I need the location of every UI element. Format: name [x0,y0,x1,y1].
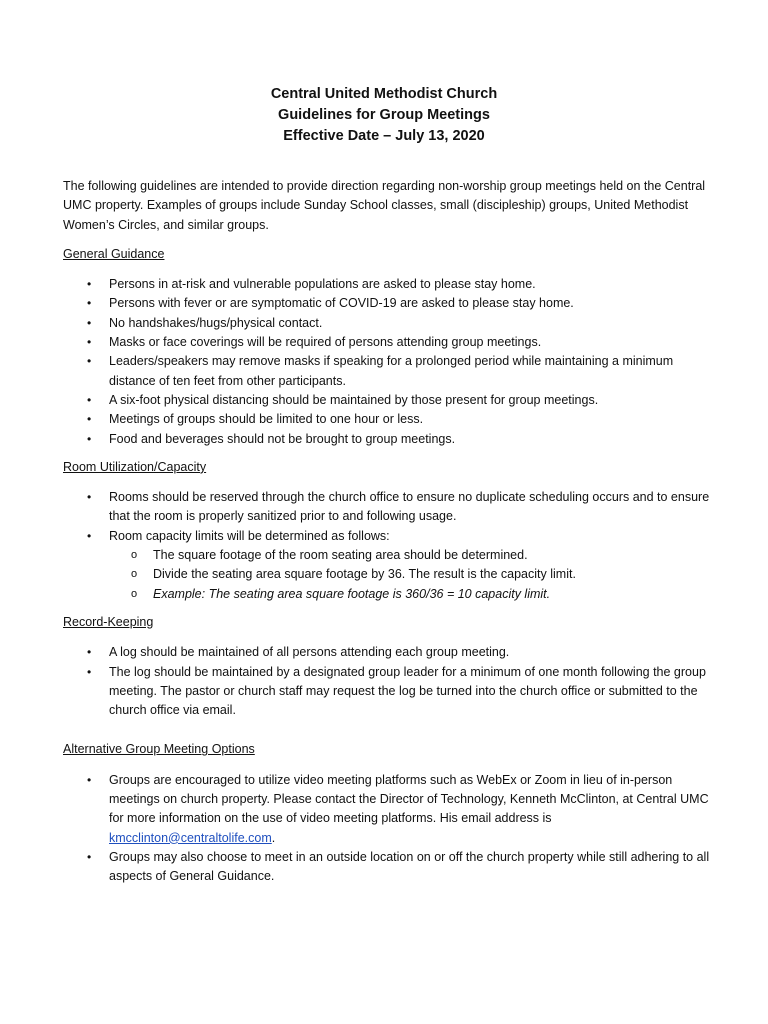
circle-bullet-icon: o [131,568,138,581]
section-heading-room-utilization: Room Utilization/Capacity [63,459,207,474]
list-item-text: Persons in at-risk and vulnerable populations are asked to please stay home. [109,277,536,292]
list-item-text: No handshakes/hugs/physical contact. [109,315,323,330]
list-item [63,848,713,887]
list-item-text: A log should be maintained of all persons attending each group meeting. [109,645,510,660]
bullet-icon: • [87,772,92,787]
bullet-icon: • [87,296,92,311]
bullet-icon: • [87,315,92,330]
list-item-text-end: . [271,830,276,845]
bullet-icon: • [87,490,92,505]
intro-paragraph: The following guidelines are intended to provide direction regarding non-worship group meetings held on the Central UMC property. Examples of groups include Sunday School classes, small (discipleship) groups, United Methodist Women’s Circles, and similar groups. [63,179,706,232]
sub-list-item [109,565,713,584]
bullet-icon: • [87,664,92,679]
email-link[interactable]: kmcclinton@centraltolife.com [109,830,272,845]
bullet-icon: • [87,431,92,446]
room-utilization-list [63,488,713,604]
list-item-text: The log should be maintained by a designated group leader for a minimum of one month following the group meeting. The pastor or church staff may request the log be turned into the church office or submitted to the church office via email. [109,664,706,718]
document-title-block [0,84,768,147]
sub-list-item-text: The square footage of the room seating area should be determined. [153,548,528,563]
sub-list-item-example: Example: The seating area square footage is 360/36 = 10 capacity limit. [153,586,551,601]
list-item [63,410,713,429]
general-guidance-list [63,275,713,449]
list-item [63,314,713,333]
list-item [63,771,713,848]
list-item [63,333,713,352]
bullet-icon: • [87,392,92,407]
section-heading-record-keeping: Record-Keeping [63,614,154,629]
list-item [63,488,713,527]
bullet-icon: • [87,412,92,427]
document-subtitle: Guidelines for Group Meetings [278,107,490,123]
list-item-text: Meetings of groups should be limited to one hour or less. [109,412,424,427]
list-item-text: A six-foot physical distancing should be maintained by those present for group meetings. [109,392,599,407]
list-item [63,352,713,391]
sub-list-item [109,546,713,565]
list-item-text: Groups are encouraged to utilize video meeting platforms such as WebEx or Zoom in lieu of in-person meetings on church property. Please contact the Director of Technology, Kenneth McClinton, at Central UMC for more information on the use of video meeting platforms. His email address is [109,772,709,826]
alternative-options-list [63,771,713,887]
record-keeping-list [63,643,713,720]
list-item-text: Groups may also choose to meet in an outside location on or off the church property while still adhering to all aspects of General Guidance. [109,849,710,884]
document-title: Central United Methodist Church [270,86,498,102]
list-item [63,430,713,449]
list-item [63,294,713,313]
circle-bullet-icon: o [131,587,138,600]
section-spacer [63,729,713,740]
list-item-text: Rooms should be reserved through the church office to ensure no duplicate scheduling occurs and to ensure that the room is properly sanitized prior to and following usage. [109,490,710,524]
list-item-text: Food and beverages should not be brought to group meetings. [109,431,456,446]
document-body [63,177,713,896]
list-item [63,527,713,604]
section-heading-general-guidance: General Guidance [63,246,165,261]
circle-bullet-icon: o [131,549,138,562]
bullet-icon: • [87,645,92,660]
effective-date: Effective Date – July 13, 2020 [283,128,485,144]
list-item-text: Leaders/speakers may remove masks if speaking for a prolonged period while maintaining a minimum distance of ten feet from other participants. [109,354,674,388]
list-item-text: Persons with fever or are symptomatic of COVID-19 are asked to please stay home. [109,296,574,311]
list-item [63,643,713,662]
list-item [63,275,713,294]
list-item [63,663,713,721]
list-item-text: Masks or face coverings will be required of persons attending group meetings. [109,335,542,350]
capacity-sub-list [109,546,713,604]
bullet-icon: • [87,277,92,292]
section-heading-alternative-options: Alternative Group Meeting Options [63,742,255,757]
list-item [63,391,713,410]
sub-list-item-text: Divide the seating area square footage by 36. The result is the capacity limit. [153,567,576,582]
bullet-icon: • [87,528,92,543]
list-item-text: Room capacity limits will be determined as follows: [109,528,390,543]
bullet-icon: • [87,335,92,350]
bullet-icon: • [87,354,92,369]
bullet-icon: • [87,849,92,864]
sub-list-item [109,585,713,604]
